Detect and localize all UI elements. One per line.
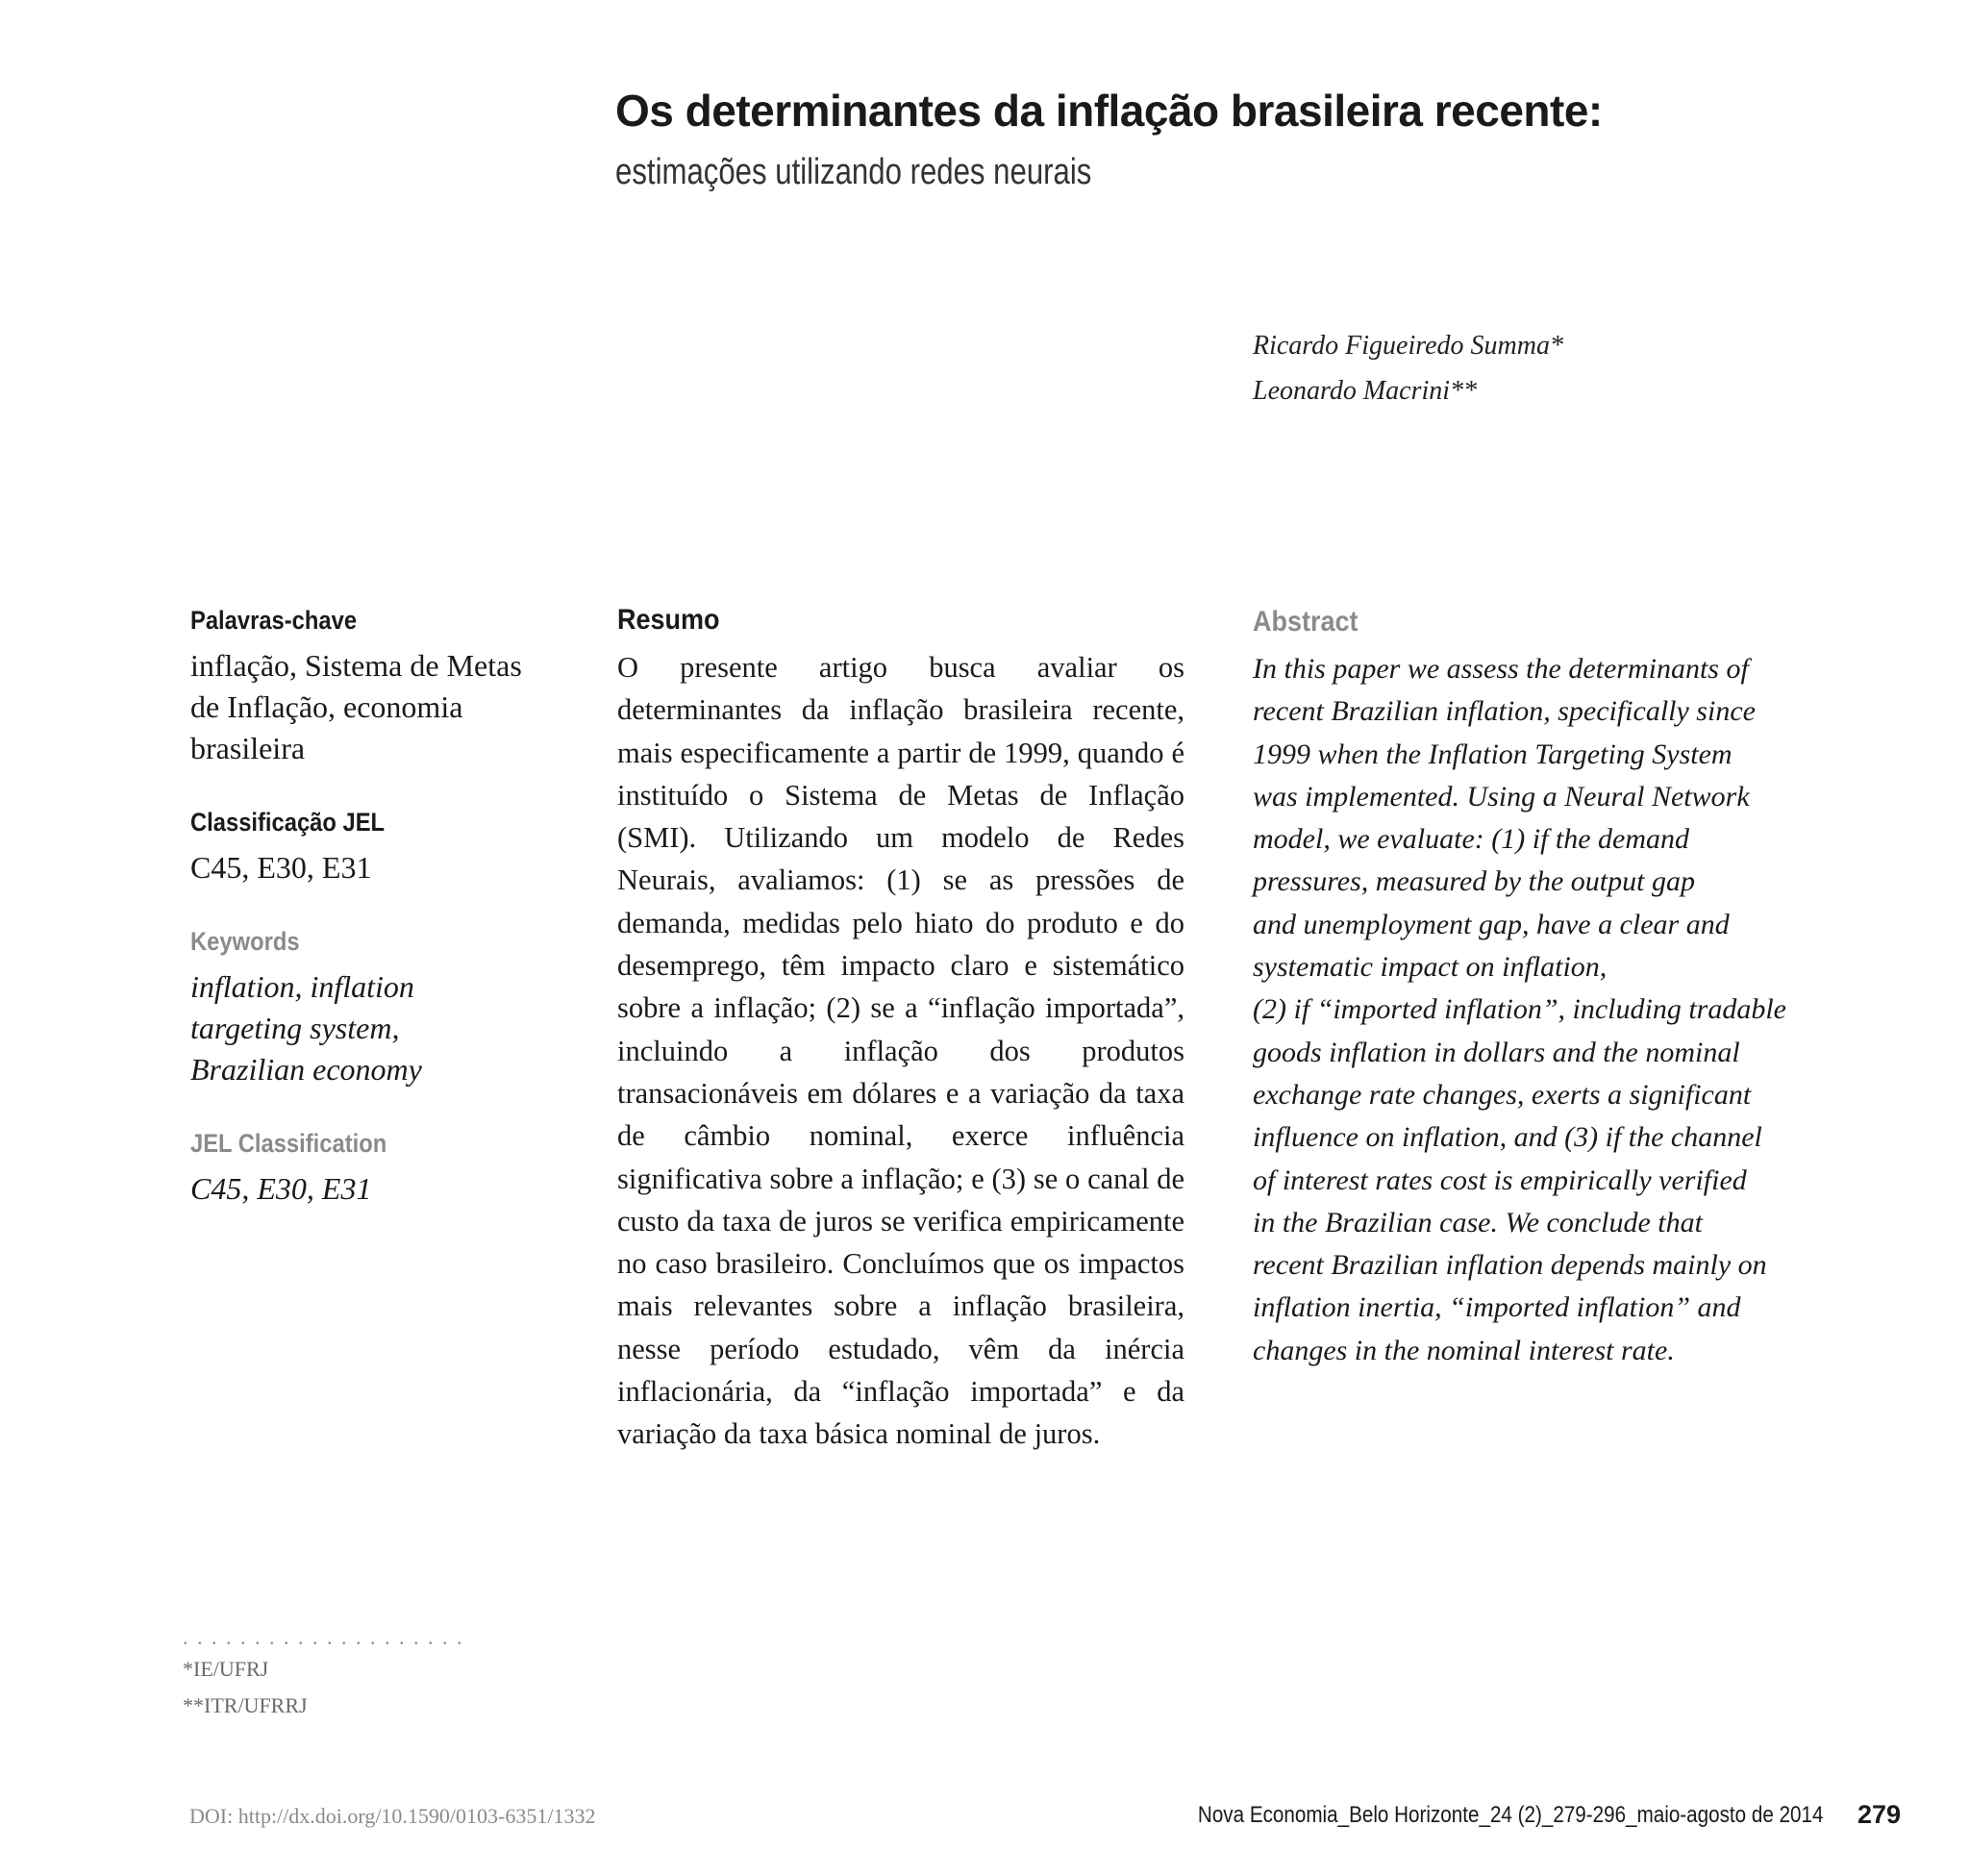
author-list (1253, 323, 1563, 413)
abstract-line: recent Brazilian inflation depends mainly on (1253, 1249, 1767, 1282)
palavras-chave-line: de Inflação, economia (190, 689, 463, 724)
footnote-separator: .................... (183, 1625, 471, 1649)
abstract-line: inflation inertia, “imported inflation” and (1253, 1291, 1741, 1324)
abstract-line: 1999 when the Inflation Targeting System (1253, 738, 1732, 770)
doi-link[interactable]: DOI: http://dx.doi.org/10.1590/0103-6351/1332 (189, 1804, 596, 1828)
abstract-line: pressures, measured by the output gap (1253, 865, 1695, 898)
jel-classification-label: JEL Classification (190, 1129, 387, 1158)
classificacao-jel-value: C45, E30, E31 (190, 850, 372, 885)
jel-classification-value: C45, E30, E31 (190, 1171, 372, 1206)
abstract-line: goods inflation in dollars and the nominal (1253, 1036, 1740, 1068)
resumo-body: O presente artigo busca avaliar os determinantes da inflação brasileira recente, mais especificamente a partir de 1999, quando é instituído o Sistema de Metas de Inflação (SMI). Utilizando um modelo de Redes Neurais, avaliamos: (1) se as pressões de demanda, medidas pelo hiato do produto e do desemprego, têm impacto claro e sistemático sobre a inflação; (2) se a “inflação importada”, incluindo a inflação dos produtos transacionáveis em dólares e a variação da taxa de câmbio nominal, exerce influência significativa sobre a inflação; e (3) se o canal de custo da taxa de juros se verifica empiricamente no caso brasileiro. Concluímos que os impactos mais relevantes sobre a inflação brasileira, nesse período estudado, vêm da inércia inflacionária, da “inflação importada” e da variação da taxa básica nominal de juros. (617, 651, 1184, 1451)
palavras-chave-line: inflação, Sistema de Metas (190, 648, 522, 683)
abstract-body (1253, 648, 1820, 1372)
abstract-line: (2) if “imported inflation”, including tradable (1253, 993, 1786, 1026)
resumo-section (617, 604, 1184, 1456)
abstract-line: model, we evaluate: (1) if the demand (1253, 823, 1690, 856)
palavras-chave-label: Palavras-chave (190, 606, 358, 635)
keywords-line: targeting system, (190, 1011, 400, 1045)
abstract-heading: Abstract (1253, 606, 1358, 638)
page-number: 279 (1857, 1800, 1902, 1829)
footnote: **ITR/UFRRJ (183, 1693, 308, 1717)
abstract-line: In this paper we assess the determinants of (1253, 653, 1749, 685)
abstract-line: recent Brazilian inflation, specifically since (1253, 695, 1756, 728)
journal-citation: Nova Economia_Belo Horizonte_24 (2)_279-296_maio-agosto de 2014 (1197, 1802, 1823, 1828)
keywords-value (190, 966, 575, 1090)
resumo-heading: Resumo (617, 604, 720, 636)
author-name: Ricardo Figueiredo Summa* (1253, 331, 1563, 361)
keywords-column (190, 606, 575, 1210)
abstract-line: influence on inflation, and (3) if the channel (1253, 1121, 1762, 1154)
abstract-section (1253, 606, 1820, 1372)
palavras-chave-value (190, 645, 575, 769)
keywords-label: Keywords (190, 927, 300, 956)
keywords-line: Brazilian economy (190, 1052, 422, 1087)
abstract-line: in the Brazilian case. We conclude that (1253, 1206, 1703, 1238)
classificacao-jel-label: Classificação JEL (190, 808, 386, 837)
article-title: Os determinantes da inflação brasileira recente: (615, 86, 1603, 136)
article-subtitle: estimações utilizando redes neurais (615, 152, 1092, 192)
abstract-line: systematic impact on inflation, (1253, 951, 1608, 984)
abstract-line: of interest rates cost is empirically verified (1253, 1163, 1747, 1196)
abstract-line: was implemented. Using a Neural Network (1253, 780, 1750, 813)
author-name: Leonardo Macrini** (1253, 376, 1478, 406)
abstract-line: exchange rate changes, exerts a significant (1253, 1078, 1752, 1111)
keywords-line: inflation, inflation (190, 969, 414, 1004)
palavras-chave-line: brasileira (190, 731, 306, 765)
footnote: *IE/UFRJ (183, 1657, 269, 1681)
abstract-line: changes in the nominal interest rate. (1253, 1334, 1675, 1366)
footnotes (183, 1651, 308, 1724)
abstract-line: and unemployment gap, have a clear and (1253, 908, 1730, 940)
